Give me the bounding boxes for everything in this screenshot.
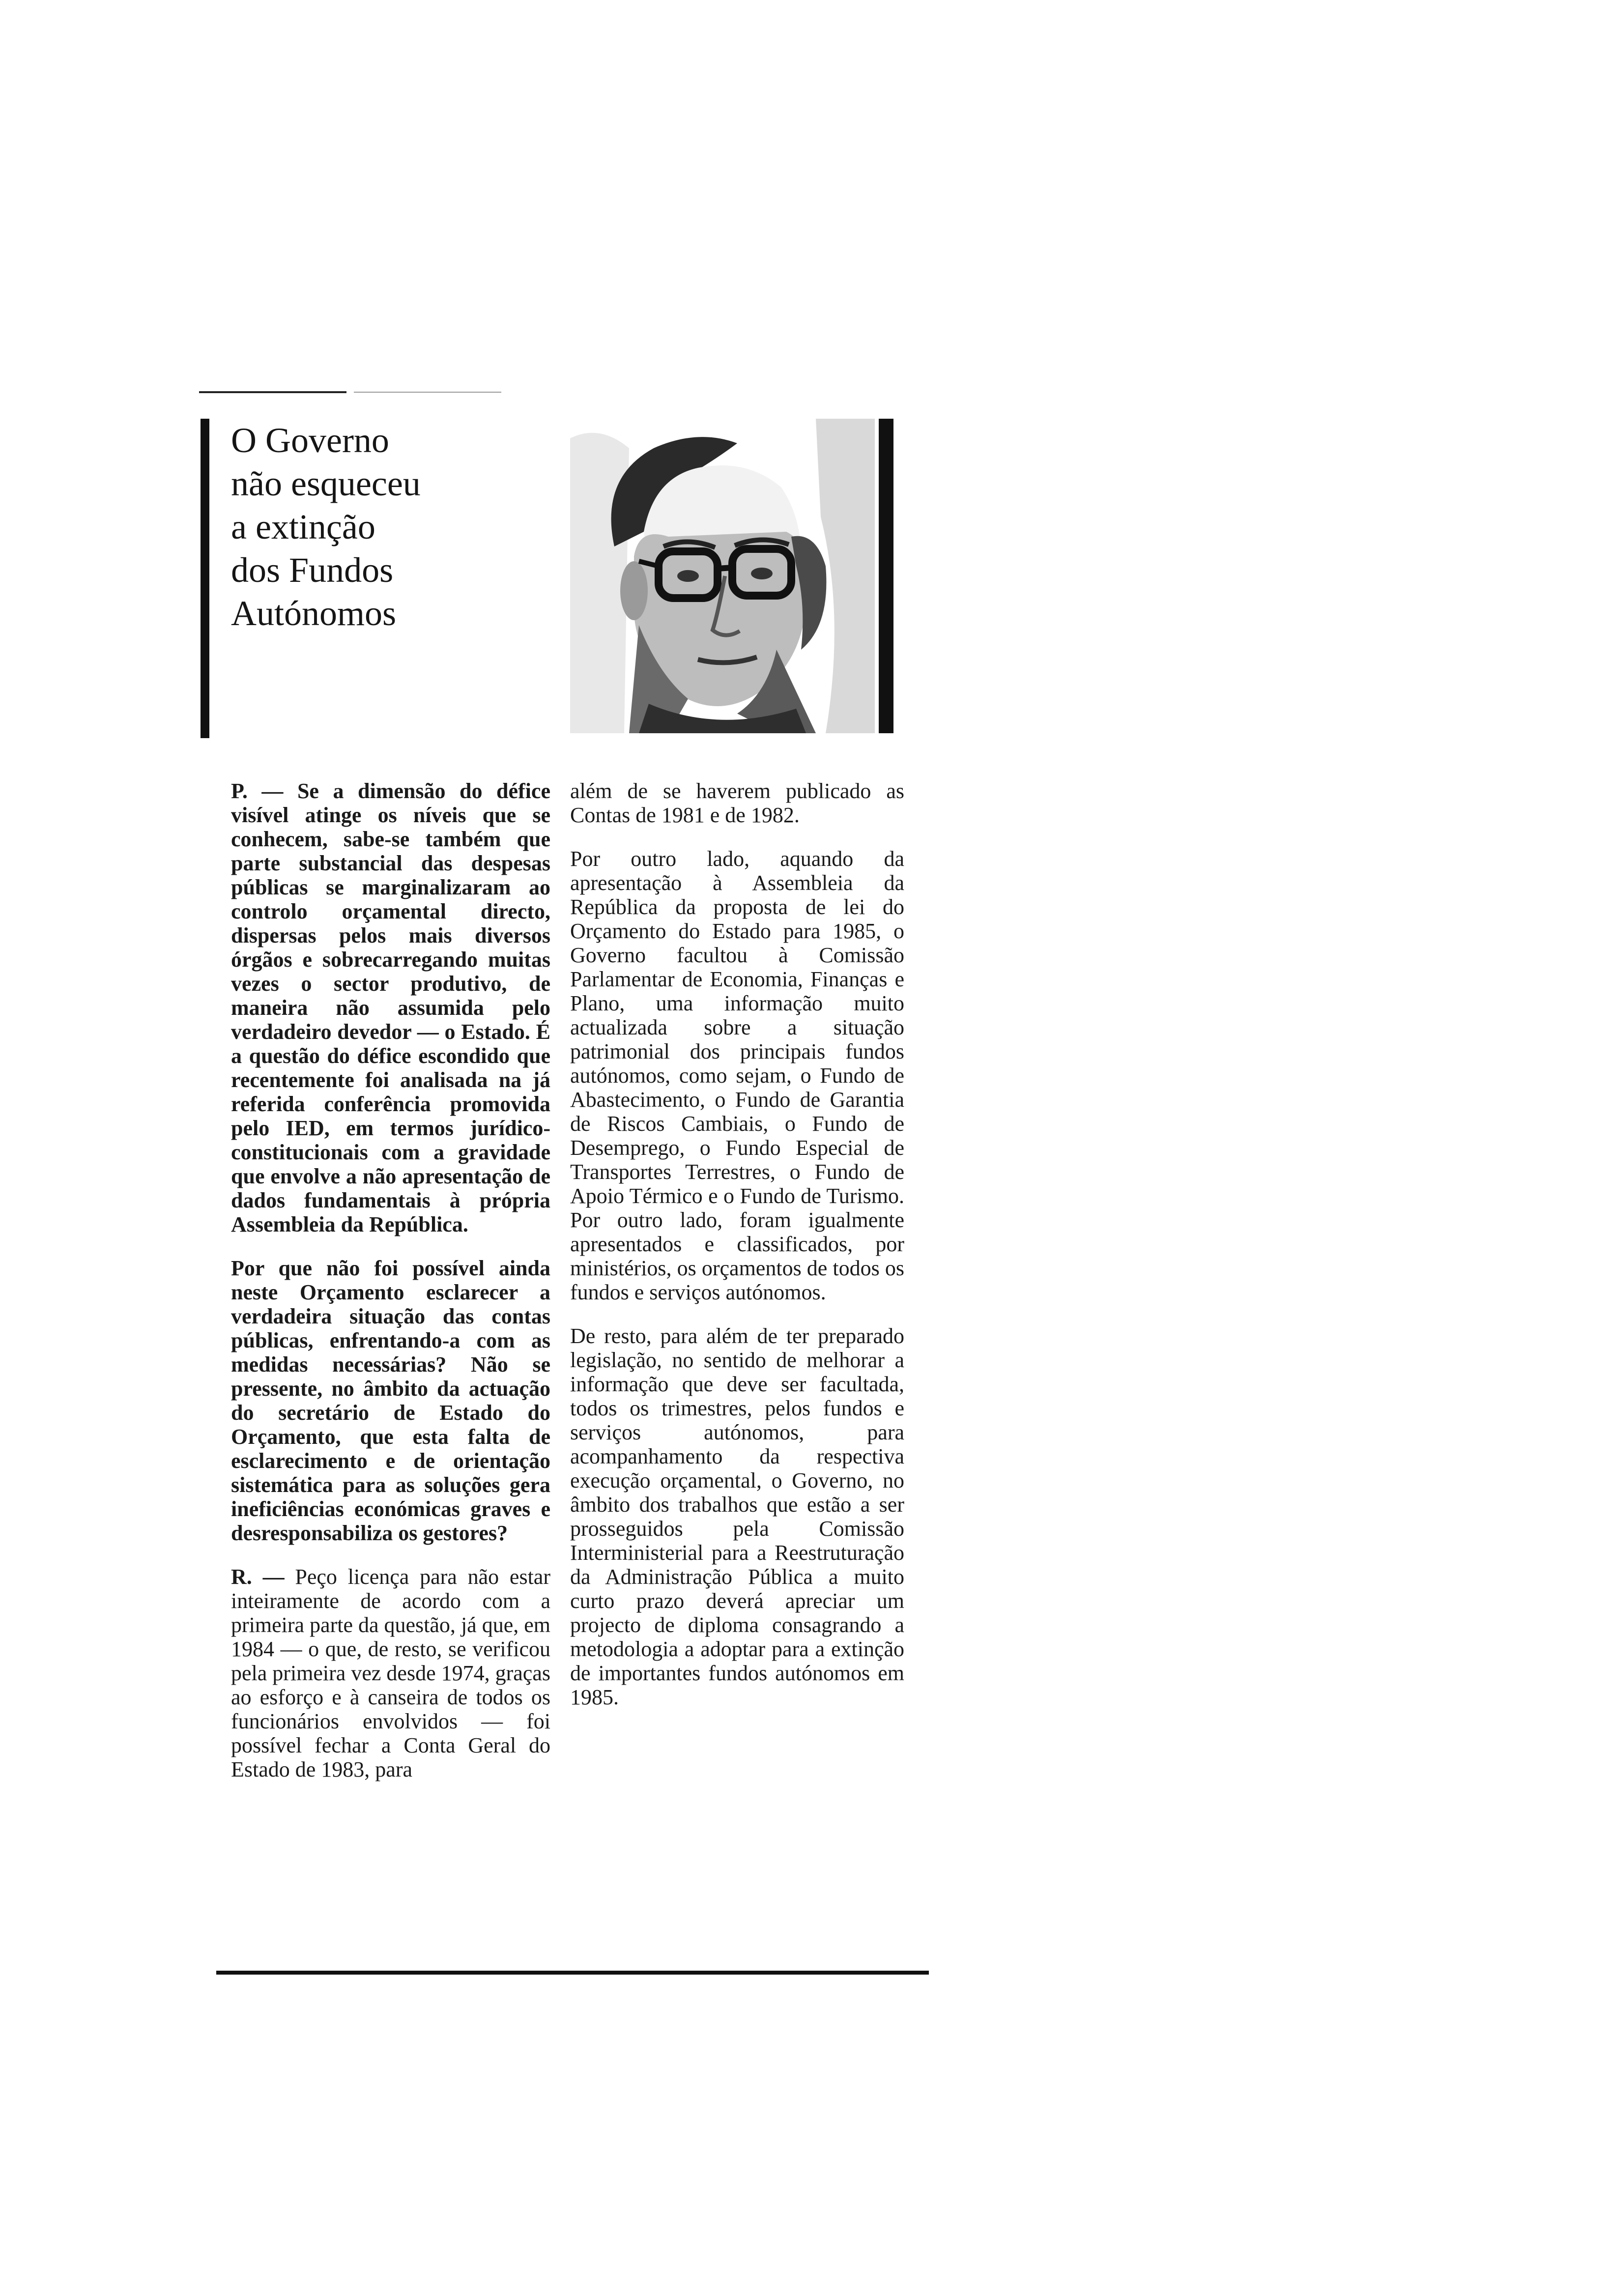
answer-1 — [231, 1565, 550, 1781]
answer-1-lead: R. — — [231, 1565, 285, 1589]
answer-1-text: Peço licença para não estar inteiramente de acordo com a primeira parte da questão, já que, em 1984 — o que, de resto, se verificou pela primeira vez desde 1974, graças ao esforço e à canseira de todos os funcionários envolvidos — foi possível fechar a Conta Geral do Estado de 1983, para — [231, 1565, 550, 1781]
headline-line-1: O Governo — [231, 421, 389, 460]
answer-paragraph-3: De resto, para além de ter preparado legislação, no sentido de melhorar a informação que deve ser facultada, todos os trimestres, pelos fundos e serviços autónomos, para acompanhamento da respectiva execução orçamental, o Governo, no âmbito dos trabalhos que estão a ser prosseguidos pela Comissão Interministerial para a Reestruturação da Administração Pública a muito curto prazo deverá apreciar um projecto de diploma consagrando a metodologia a adoptar para a extinção de importantes fundos autónomos em 1985. — [570, 1324, 904, 1709]
question-1-text: Se a dimensão do défice visível atinge os níveis que se conhecem, sabe-se também que parte substancial das despesas públicas se marginalizaram ao controlo orçamental directo, dispersas pelos mais diversos órgãos e sobrecarregando muitas vezes o sector produtivo, de maneira não assumida pelo verdadeiro devedor — o Estado. É a questão do défice escondido que recentemente foi analisada na já referida conferência promovida pelo IED, em termos jurídico-constitucionais com a gravidade que envolve a não apresentação de dados fundamentais à própria Assembleia da República. — [231, 779, 550, 1236]
headline-line-5: Autónomos — [231, 594, 397, 633]
question-1 — [231, 779, 550, 1236]
photo-bar — [879, 419, 893, 733]
bottom-rule — [216, 1971, 929, 1975]
top-rule — [199, 391, 346, 393]
headline-bar — [201, 419, 209, 738]
question-2: Por que não foi possível ainda neste Orçamento esclarecer a verdadeira situação das contas públicas, enfrentando-a com as medidas necessárias? Não se pressente, no âmbito da actuação do secretário de Estado do Orçamento, que esta falta de esclarecimento e de orientação sistemática para as soluções gera ineficiências económicas graves e desresponsabiliza os gestores? — [231, 1256, 550, 1545]
headline-line-3: a extinção — [231, 507, 375, 546]
answer-paragraph-1: além de se haverem publicado as Contas de 1981 e de 1982. — [570, 779, 904, 827]
answer-paragraph-2: Por outro lado, aquando da apresentação à Assembleia da República da proposta de lei do Orçamento do Estado para 1985, o Governo facultou à Comissão Parlamentar de Economia, Finanças e Plano, uma informação muito actualizada sobre a situação patrimonial dos principais fundos autónomos, como sejam, o Fundo de Abastecimento, o Fundo de Garantia de Riscos Cambiais, o Fundo de Desemprego, o Fundo Especial de Transportes Terrestres, o Fundo de Apoio Térmico e o Fundo de Turismo. Por outro lado, foram igualmente apresentados e classificados, por ministérios, os orçamentos de todos os fundos e serviços autónomos. — [570, 847, 904, 1304]
portrait-photo — [570, 419, 875, 733]
headline-line-2: não esqueceu — [231, 464, 421, 503]
top-rule-faint — [354, 392, 501, 393]
column-right — [570, 779, 904, 1709]
headline-line-4: dos Fundos — [231, 550, 394, 590]
question-1-lead: P. — — [231, 779, 284, 803]
column-left — [231, 779, 550, 1781]
